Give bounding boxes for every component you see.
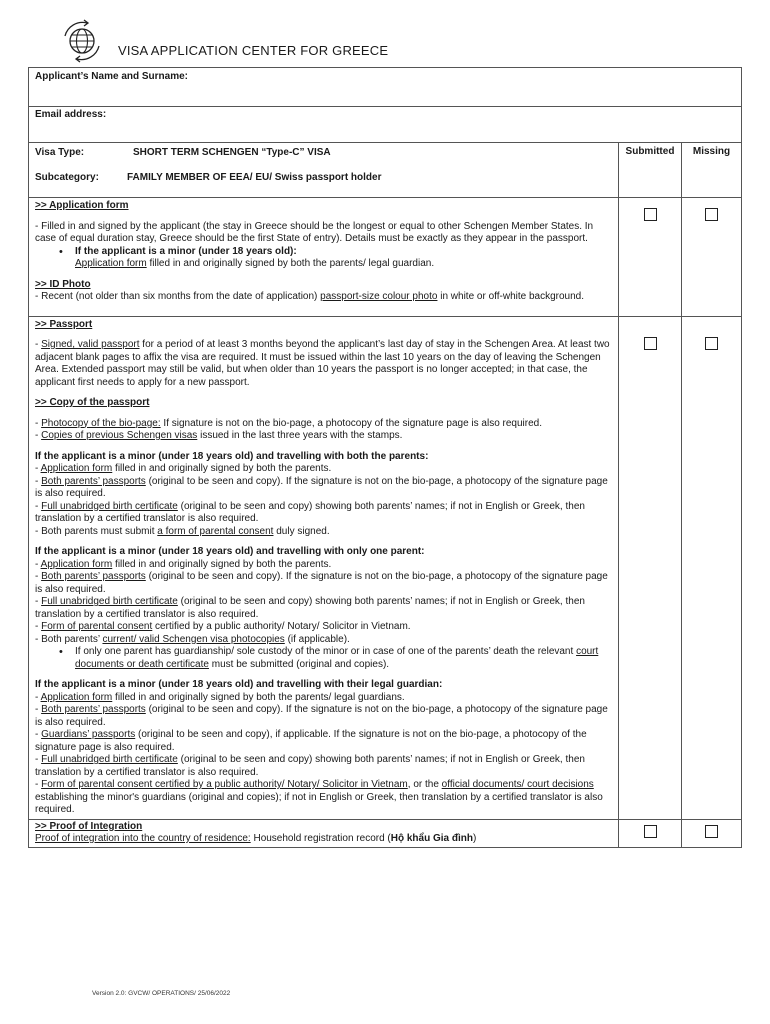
id-photo-text-b: in white or off-white background. [437,291,585,302]
subcategory-label: Subcategory: [35,171,99,183]
application-form-heading: >> Application form [35,200,129,211]
minor-guardian-heading: If the applicant is a minor (under 18 years old) and travelling with their legal guardian: [35,679,443,690]
name-label: Applicant’s Name and Surname: [35,71,188,82]
minor-one-link-5[interactable]: current/ valid Schengen visa photocopies [102,633,285,645]
minor-both-link-1[interactable]: Application form [40,463,113,474]
passport-missing-checkbox[interactable] [705,337,718,350]
minor-one-link-3[interactable]: Full unabridged birth certificate [41,596,178,607]
minor-one-bullet-link[interactable]: court documents or death certificate [75,646,599,670]
submitted-column-header: Submitted [619,143,682,198]
email-row [29,107,742,143]
integration-heading: >> Proof of Integration [35,820,143,832]
minor-one-text-3: (original to be seen and copy) showing both parents’ names; if not in English or Greek, then translation by a certified translator is also required. [35,596,585,620]
passport-submitted-checkbox[interactable] [644,337,657,350]
minor-one-bullet-b: must be submitted (original and copies). [208,658,390,670]
minor-one-link-4[interactable]: Form of parental consent [41,621,153,632]
minor-guardian-link-2[interactable]: Both parents’ passports [41,704,146,715]
visa-type-value: SHORT TERM SCHENGEN “Type-C” VISA [133,147,331,158]
visa-type-label: Visa Type: [35,147,85,158]
minor-one-link-2[interactable]: Both parents’ passports [41,571,146,582]
minor-guardian-link-5b[interactable]: official documents/ court decisions [441,779,594,790]
minor-both-tail-4: duly signed. [273,525,330,537]
application-form-minor-text: filled in and originally signed by both the parents/ legal guardian. [146,258,435,269]
checklist-table [28,67,742,848]
subcategory-value: FAMILY MEMBER OF EEA/ EU/ Swiss passport holder [127,171,382,183]
passport-link[interactable]: Signed, valid passport [41,339,140,350]
integration-section [29,819,742,847]
integration-missing-checkbox[interactable] [705,825,718,838]
minor-one-text-4: certified by a public authority/ Notary/ Solicitor in Vietnam. [152,621,411,632]
application-form-minor-bullet: If the applicant is a minor (under 18 years old): [75,245,297,257]
minor-one-text-5: - Both parents’ [35,633,103,645]
minor-guardian-link-4[interactable]: Full unabridged birth certificate [41,754,178,765]
application-form-minor-list [35,246,612,271]
minor-one-bullet-a: If only one parent has guardianship/ sole custody of the minor or in case of one of the parents’ death the relevant [75,646,577,657]
globe-arrows-logo [57,16,107,66]
name-row [29,68,742,107]
id-photo-link[interactable]: passport-size colour photo [320,291,438,302]
application-form-text: - Filled in and signed by the applicant (the stay in Greece should be the longest or equal to other Schengen Member States. In case of equal duration stay, Greece should be the first State of entry). Details must be exactly as they appear in the passport. [35,220,594,244]
minor-one-heading: If the applicant is a minor (under 18 years old) and travelling with only one parent: [35,546,425,557]
integration-link[interactable]: Proof of integration into the country of residence: [35,833,251,844]
integration-submitted-checkbox[interactable] [644,825,657,838]
minor-guardian-text-3: (original to be seen and copy), if applicable. If the signature is not on the bio-page, a photocopy of the signature page is also required. [35,729,587,753]
minor-both-link-4[interactable]: a form of parental consent [157,525,274,537]
minor-guardian-text-5: , or the [407,779,442,790]
visa-type-row [29,143,742,198]
minor-one-bullet-list [35,646,612,671]
minor-guardian-link-5[interactable]: Form of parental consent certified by a public authority/ Notary/ Solicitor in Vietnam [41,779,408,790]
application-form-minor-link[interactable]: Application form [75,258,147,269]
integration-bold: Hộ khẩu Gia đình [390,833,473,844]
minor-both-text-2: (original to be seen and copy). If the signature is not on the bio-page, a photocopy of the signature page is also required. [35,475,608,499]
minor-both-link-2[interactable]: Both parents’ passports [41,475,146,487]
passport-heading: >> Passport [35,318,93,330]
minor-guardian-link-1[interactable]: Application form [40,691,113,703]
minor-guardian-tail-5: establishing the minor's guardians (original and copies); if not in English or Greek, then translation by a certified translator is also required. [35,791,603,815]
minor-one-tail-5: (if applicable). [284,633,350,645]
passport-text: for a period of at least 3 months beyond the applicant’s last day of stay in the Schengen Area. At least two adjacent blank pages to affix the visa are required. It must be issued within the last 10 years on the day of leaving the Schengen Area. Extended passport may still be valid, but when older than 10 years the passport is no longer accepted; in that case, the applicant first needs to apply for a new passport. [35,339,610,388]
email-label: Email address: [35,109,107,120]
minor-both-link-3[interactable]: Full unabridged birth certificate [41,500,178,512]
application-form-section [29,198,742,317]
biopage-link[interactable]: Photocopy of the bio-page: [41,417,161,429]
passport-section: >> Passport - Signed, valid passport for a period of at least 3 months beyond the applicant’s last day of stay in the Schengen Area. At least two adjacent blank pages to affix the visa are required. It must be issued within the last 10 years on the day of leaving the Schengen Area. Extended passport may still be valid, but when older than 10 years the passport is no longer accepted; in that case, the applicant first needs to apply for a new passport. >> Copy of the passport - Photocopy of the bio-page: If signature is not on the bio-page, a photocopy of the signature page is also required. - Copies of previous Schengen visas issued in the last three years with the stamps. If the applicant is a minor (under 18 years old) and travelling with both the parents: - Application form filled in and originally signed by both the parents. - Both parents’ passports (original to be seen and copy). If the signature is not on the bio-page, a photocopy of the signature page is also required. - Full unabridged birth certificate (original to be seen and copy) showing both parents’ names; if not in English or Greek, then translation by a certified translator is also required. - Both parents must submit a form of parental consent duly signed. If the applicant is a minor (under 18 years old) and travelling with only one parent: - Application form filled in and originally signed by both the parents. - Both parents’ passports (original to be seen and copy). If the signature is not on the bio-page, a photocopy of the signature page is also required. - Full unabridged birth certificate (original to be seen and copy) showing both parents’ names; if not in English or Greek, then translation by a certified translator is also required. - Form of parental consent certified by a public authority/ Notary/ Solicitor in Vietnam. - Both parents’ current/ valid Schengen visa photocopies (if applicable). • If only one parent has guardianship/ sole custody of the minor or in case of one of the parents’ death the relevant court documents or death certificate must be submitted (original and copies). If the applicant is a minor (under 18 years old) and travelling with their legal guardian: - Application form filled in and originally signed by both the parents/ legal guardians. - Both parents’ passports (original to be seen and copy). If the signature is not on the bio-page, a photocopy of the signature page is also required. - Guardians’ passports (original to be seen and copy), if applicable. If the signature is not on the bio-page, a photocopy of the signature page is also required. - Full unabridged birth certificate (original to be seen and copy) showing both parents’ names; if not in English or Greek, then translation by a certified translator is also required. - Form of parental consent certified by a public authority/ Notary/ Solicitor in Vietnam, or the official documents/ court decisions establishing the minor's guardians (original and copies); if not in English or Greek, then translation by a certified translator is also required. [29,316,742,819]
minor-one-text-2: (original to be seen and copy). If the signature is not on the bio-page, a photocopy of the signature page is also required. [35,571,608,595]
copy-passport-heading: >> Copy of the passport [35,397,150,408]
biopage-text: If signature is not on the bio-page, a photocopy of the signature page is also required. [160,417,543,429]
minor-one-text-1: filled in and originally signed by both the parents. [112,558,332,570]
minor-one-link-1[interactable]: Application form [40,558,113,570]
integration-text: Household registration record ( [250,833,391,844]
integration-tail: ) [473,833,477,844]
version-footer: Version 2.0: GVCW/ OPERATIONS/ 25/06/2022 [92,990,231,997]
minor-both-text-4: - Both parents must submit [35,525,158,537]
minor-guardian-text-2: (original to be seen and copy). If the signature is not on the bio-page, a photocopy of the signature page is also required. [35,704,608,728]
application-form-missing-checkbox[interactable] [705,208,718,221]
minor-guardian-text-1: filled in and originally signed by both the parents/ legal guardians. [112,691,405,703]
page-title: VISA APPLICATION CENTER FOR GREECE [118,43,389,58]
id-photo-text-a: - Recent (not older than six months from the date of application) [35,291,321,302]
previous-visas-text: issued in the last three years with the stamps. [197,430,403,441]
minor-guardian-text-4: (original to be seen and copy) showing both parents’ names; if not in English or Greek, then translation by a certified translator is also required. [35,754,585,778]
minor-both-text-1: filled in and originally signed by both the parents. [112,463,332,474]
previous-visas-link[interactable]: Copies of previous Schengen visas [41,430,198,441]
minor-both-text-3: (original to be seen and copy) showing both parents’ names; if not in English or Greek, then translation by a certified translator is also required. [35,500,585,524]
id-photo-heading: >> ID Photo [35,278,91,290]
minor-both-heading: If the applicant is a minor (under 18 years old) and travelling with both the parents: [35,450,429,462]
minor-guardian-link-3[interactable]: Guardians’ passports [41,729,136,740]
missing-column-header: Missing [682,143,742,198]
application-form-submitted-checkbox[interactable] [644,208,657,221]
